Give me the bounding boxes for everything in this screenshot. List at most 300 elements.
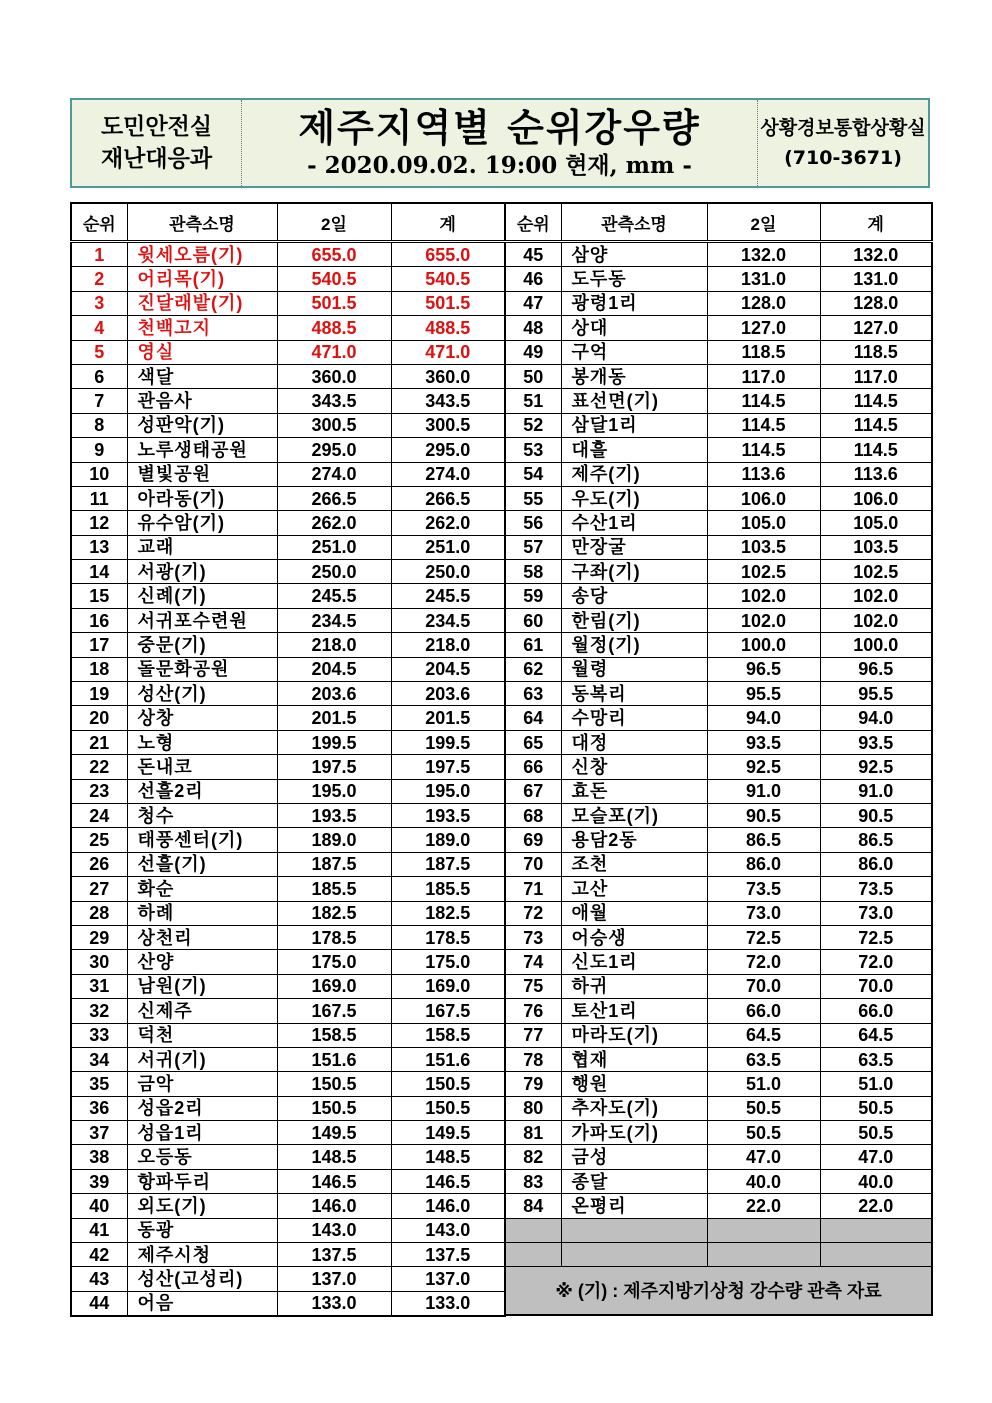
rank-cell: 5 xyxy=(71,340,127,364)
total-cell: 137.0 xyxy=(391,1267,505,1291)
station-cell: 봉개동 xyxy=(561,364,707,388)
total-cell: 72.0 xyxy=(820,950,932,974)
table-row xyxy=(71,877,505,901)
total-cell: 167.5 xyxy=(391,999,505,1023)
station-cell: 노루생태공원 xyxy=(127,438,277,462)
day2-cell: 22.0 xyxy=(707,1194,820,1218)
table-row xyxy=(71,706,505,730)
table-row xyxy=(71,584,505,608)
rank-cell: 56 xyxy=(505,511,561,535)
table-row xyxy=(505,1145,932,1169)
total-cell: 114.5 xyxy=(820,438,932,462)
rank-cell: 34 xyxy=(71,1047,127,1071)
rank-cell: 68 xyxy=(505,803,561,827)
day2-cell: 149.5 xyxy=(277,1121,391,1145)
day2-cell: 40.0 xyxy=(707,1169,820,1193)
col-day2: 2일 xyxy=(277,203,391,242)
total-cell: 300.5 xyxy=(391,413,505,437)
station-cell: 유수암(기) xyxy=(127,511,277,535)
total-cell: 187.5 xyxy=(391,852,505,876)
station-cell: 청수 xyxy=(127,803,277,827)
table-row xyxy=(505,242,932,267)
rank-cell: 83 xyxy=(505,1169,561,1193)
table-row xyxy=(505,462,932,486)
day2-cell: 158.5 xyxy=(277,1023,391,1047)
rank-cell: 46 xyxy=(505,267,561,291)
station-cell: 하귀 xyxy=(561,974,707,998)
rank-cell: 70 xyxy=(505,852,561,876)
total-cell: 195.0 xyxy=(391,779,505,803)
day2-cell: 182.5 xyxy=(277,901,391,925)
total-cell: 128.0 xyxy=(820,291,932,315)
total-cell: 93.5 xyxy=(820,730,932,754)
rank-cell: 16 xyxy=(71,608,127,632)
station-cell: 우도(기) xyxy=(561,486,707,510)
table-row xyxy=(71,316,505,340)
rank-cell: 59 xyxy=(505,584,561,608)
table-row xyxy=(71,1072,505,1096)
rank-cell: 7 xyxy=(71,389,127,413)
station-cell: 토산1리 xyxy=(561,999,707,1023)
total-cell: 189.0 xyxy=(391,828,505,852)
total-cell: 94.0 xyxy=(820,706,932,730)
station-cell: 상천리 xyxy=(127,925,277,949)
total-cell: 70.0 xyxy=(820,974,932,998)
table-row xyxy=(71,1047,505,1071)
total-cell: 488.5 xyxy=(391,316,505,340)
total-cell: 245.5 xyxy=(391,584,505,608)
rank-cell: 27 xyxy=(71,877,127,901)
rank-cell: 28 xyxy=(71,901,127,925)
station-cell: 성산(고성리) xyxy=(127,1267,277,1291)
day2-cell: 488.5 xyxy=(277,316,391,340)
table-row xyxy=(505,999,932,1023)
day2-cell: 251.0 xyxy=(277,535,391,559)
table-row xyxy=(505,1047,932,1071)
contact-phone: (710-3671) xyxy=(784,147,902,169)
day2-cell: 118.5 xyxy=(707,340,820,364)
rank-cell: 38 xyxy=(71,1145,127,1169)
col-total: 계 xyxy=(391,203,505,242)
station-cell: 제주(기) xyxy=(561,462,707,486)
station-cell: 광령1리 xyxy=(561,291,707,315)
station-cell: 만장굴 xyxy=(561,535,707,559)
day2-cell: 113.6 xyxy=(707,462,820,486)
station-cell: 모슬포(기) xyxy=(561,803,707,827)
rank-cell: 23 xyxy=(71,779,127,803)
rank-cell: 10 xyxy=(71,462,127,486)
day2-cell: 73.5 xyxy=(707,877,820,901)
total-cell: 100.0 xyxy=(820,633,932,657)
rainfall-table-right xyxy=(504,202,933,1316)
day2-cell: 150.5 xyxy=(277,1072,391,1096)
rank-cell: 78 xyxy=(505,1047,561,1071)
rank-cell: 66 xyxy=(505,755,561,779)
station-cell: 노형 xyxy=(127,730,277,754)
table-row xyxy=(71,950,505,974)
day2-cell: 131.0 xyxy=(707,267,820,291)
table-row xyxy=(71,511,505,535)
rank-cell: 17 xyxy=(71,633,127,657)
contact-office: 상황경보통합상황실 xyxy=(760,117,926,139)
day2-cell: 146.0 xyxy=(277,1194,391,1218)
total-cell: 102.5 xyxy=(820,560,932,584)
station-cell: 고산 xyxy=(561,877,707,901)
day2-cell: 146.5 xyxy=(277,1169,391,1193)
col-total: 계 xyxy=(820,203,932,242)
total-cell: 251.0 xyxy=(391,535,505,559)
total-cell: 127.0 xyxy=(820,316,932,340)
day2-cell: 70.0 xyxy=(707,974,820,998)
total-cell: 72.5 xyxy=(820,925,932,949)
day2-cell: 471.0 xyxy=(277,340,391,364)
rank-cell: 13 xyxy=(71,535,127,559)
col-station: 관측소명 xyxy=(561,203,707,242)
rank-cell: 6 xyxy=(71,364,127,388)
empty-cell xyxy=(707,1243,820,1267)
table-row xyxy=(505,657,932,681)
total-cell: 197.5 xyxy=(391,755,505,779)
station-cell: 구억 xyxy=(561,340,707,364)
station-cell: 대정 xyxy=(561,730,707,754)
total-cell: 40.0 xyxy=(820,1169,932,1193)
day2-cell: 114.5 xyxy=(707,389,820,413)
total-cell: 118.5 xyxy=(820,340,932,364)
station-cell: 효돈 xyxy=(561,779,707,803)
total-cell: 143.0 xyxy=(391,1218,505,1242)
total-cell: 266.5 xyxy=(391,486,505,510)
rank-cell: 20 xyxy=(71,706,127,730)
day2-cell: 50.5 xyxy=(707,1121,820,1145)
day2-cell: 143.0 xyxy=(277,1218,391,1242)
rank-cell: 45 xyxy=(505,242,561,267)
table-row xyxy=(505,438,932,462)
day2-cell: 266.5 xyxy=(277,486,391,510)
rank-cell: 58 xyxy=(505,560,561,584)
empty-row xyxy=(505,1218,932,1242)
footnote: ※ (기) : 제주지방기상청 강수량 관측 자료 xyxy=(505,1267,932,1316)
empty-cell xyxy=(505,1218,561,1242)
table-row xyxy=(505,291,932,315)
rank-cell: 47 xyxy=(505,291,561,315)
station-cell: 추자도(기) xyxy=(561,1096,707,1120)
table-row xyxy=(505,560,932,584)
station-cell: 선흘2리 xyxy=(127,779,277,803)
total-cell: 51.0 xyxy=(820,1072,932,1096)
station-cell: 관음사 xyxy=(127,389,277,413)
table-row xyxy=(505,925,932,949)
table-row xyxy=(71,682,505,706)
table-row xyxy=(71,1267,505,1291)
total-cell: 262.0 xyxy=(391,511,505,535)
day2-cell: 137.5 xyxy=(277,1243,391,1267)
total-cell: 95.5 xyxy=(820,682,932,706)
table-row xyxy=(71,267,505,291)
station-cell: 신창 xyxy=(561,755,707,779)
total-cell: 66.0 xyxy=(820,999,932,1023)
empty-cell xyxy=(561,1218,707,1242)
day2-cell: 501.5 xyxy=(277,291,391,315)
day2-cell: 63.5 xyxy=(707,1047,820,1071)
day2-cell: 103.5 xyxy=(707,535,820,559)
rank-cell: 67 xyxy=(505,779,561,803)
total-cell: 193.5 xyxy=(391,803,505,827)
table-header-row xyxy=(71,203,505,242)
station-cell: 금성 xyxy=(561,1145,707,1169)
total-cell: 133.0 xyxy=(391,1291,505,1316)
total-cell: 151.6 xyxy=(391,1047,505,1071)
station-cell: 중문(기) xyxy=(127,633,277,657)
total-cell: 150.5 xyxy=(391,1072,505,1096)
day2-cell: 72.5 xyxy=(707,925,820,949)
table-row xyxy=(71,1291,505,1316)
rank-cell: 39 xyxy=(71,1169,127,1193)
table-row xyxy=(71,389,505,413)
table-row xyxy=(505,316,932,340)
empty-cell xyxy=(505,1243,561,1267)
day2-cell: 234.5 xyxy=(277,608,391,632)
station-cell: 산양 xyxy=(127,950,277,974)
total-cell: 102.0 xyxy=(820,608,932,632)
station-cell: 태풍센터(기) xyxy=(127,828,277,852)
day2-cell: 133.0 xyxy=(277,1291,391,1316)
station-cell: 화순 xyxy=(127,877,277,901)
table-row xyxy=(71,291,505,315)
total-cell: 343.5 xyxy=(391,389,505,413)
rank-cell: 36 xyxy=(71,1096,127,1120)
rank-cell: 74 xyxy=(505,950,561,974)
total-cell: 146.0 xyxy=(391,1194,505,1218)
rank-cell: 14 xyxy=(71,560,127,584)
rank-cell: 65 xyxy=(505,730,561,754)
col-rank: 순위 xyxy=(505,203,561,242)
station-cell: 구좌(기) xyxy=(561,560,707,584)
total-cell: 148.5 xyxy=(391,1145,505,1169)
table-row xyxy=(71,364,505,388)
station-cell: 오등동 xyxy=(127,1145,277,1169)
day2-cell: 93.5 xyxy=(707,730,820,754)
station-cell: 덕천 xyxy=(127,1023,277,1047)
rank-cell: 76 xyxy=(505,999,561,1023)
day2-cell: 94.0 xyxy=(707,706,820,730)
table-row xyxy=(71,242,505,267)
day2-cell: 47.0 xyxy=(707,1145,820,1169)
table-row xyxy=(71,803,505,827)
rank-cell: 63 xyxy=(505,682,561,706)
rank-cell: 82 xyxy=(505,1145,561,1169)
station-cell: 조천 xyxy=(561,852,707,876)
rank-cell: 37 xyxy=(71,1121,127,1145)
total-cell: 655.0 xyxy=(391,242,505,267)
total-cell: 63.5 xyxy=(820,1047,932,1071)
rank-cell: 62 xyxy=(505,657,561,681)
rank-cell: 22 xyxy=(71,755,127,779)
day2-cell: 102.0 xyxy=(707,584,820,608)
table-row xyxy=(71,730,505,754)
station-cell: 서귀포수련원 xyxy=(127,608,277,632)
rank-cell: 8 xyxy=(71,413,127,437)
total-cell: 64.5 xyxy=(820,1023,932,1047)
station-cell: 행원 xyxy=(561,1072,707,1096)
station-cell: 제주시청 xyxy=(127,1243,277,1267)
rank-cell: 69 xyxy=(505,828,561,852)
table-row xyxy=(71,1096,505,1120)
table-row xyxy=(505,535,932,559)
title-box xyxy=(242,100,758,186)
table-row xyxy=(71,438,505,462)
station-cell: 동광 xyxy=(127,1218,277,1242)
day2-cell: 204.5 xyxy=(277,657,391,681)
rank-cell: 1 xyxy=(71,242,127,267)
day2-cell: 137.0 xyxy=(277,1267,391,1291)
rank-cell: 32 xyxy=(71,999,127,1023)
station-cell: 하례 xyxy=(127,901,277,925)
table-row xyxy=(505,730,932,754)
table-row xyxy=(505,340,932,364)
total-cell: 47.0 xyxy=(820,1145,932,1169)
total-cell: 92.5 xyxy=(820,755,932,779)
rank-cell: 71 xyxy=(505,877,561,901)
total-cell: 501.5 xyxy=(391,291,505,315)
day2-cell: 73.0 xyxy=(707,901,820,925)
day2-cell: 169.0 xyxy=(277,974,391,998)
station-cell: 마라도(기) xyxy=(561,1023,707,1047)
rank-cell: 55 xyxy=(505,486,561,510)
day2-cell: 90.5 xyxy=(707,803,820,827)
rank-cell: 15 xyxy=(71,584,127,608)
station-cell: 외도(기) xyxy=(127,1194,277,1218)
station-cell: 항파두리 xyxy=(127,1169,277,1193)
day2-cell: 655.0 xyxy=(277,242,391,267)
table-row xyxy=(505,389,932,413)
day2-cell: 185.5 xyxy=(277,877,391,901)
table-row xyxy=(71,901,505,925)
day2-cell: 195.0 xyxy=(277,779,391,803)
day2-cell: 64.5 xyxy=(707,1023,820,1047)
total-cell: 137.5 xyxy=(391,1243,505,1267)
rank-cell: 42 xyxy=(71,1243,127,1267)
table-row xyxy=(71,974,505,998)
station-cell: 돈내코 xyxy=(127,755,277,779)
report-header xyxy=(70,98,930,188)
total-cell: 96.5 xyxy=(820,657,932,681)
table-row xyxy=(505,901,932,925)
station-cell: 교래 xyxy=(127,535,277,559)
total-cell: 50.5 xyxy=(820,1121,932,1145)
table-row xyxy=(71,1121,505,1145)
total-cell: 103.5 xyxy=(820,535,932,559)
day2-cell: 102.5 xyxy=(707,560,820,584)
day2-cell: 72.0 xyxy=(707,950,820,974)
rank-cell: 48 xyxy=(505,316,561,340)
day2-cell: 187.5 xyxy=(277,852,391,876)
empty-row xyxy=(505,1243,932,1267)
empty-cell xyxy=(820,1243,932,1267)
table-row xyxy=(71,535,505,559)
department-line1: 도민안전실 xyxy=(100,114,213,140)
total-cell: 185.5 xyxy=(391,877,505,901)
station-cell: 선흘(기) xyxy=(127,852,277,876)
total-cell: 360.0 xyxy=(391,364,505,388)
day2-cell: 201.5 xyxy=(277,706,391,730)
total-cell: 73.0 xyxy=(820,901,932,925)
department-line2: 재난대응과 xyxy=(100,146,213,172)
rank-cell: 53 xyxy=(505,438,561,462)
empty-cell xyxy=(707,1218,820,1242)
day2-cell: 197.5 xyxy=(277,755,391,779)
page-subtitle: - 2020.09.02. 19:00 현재, mm - xyxy=(307,152,692,179)
day2-cell: 540.5 xyxy=(277,267,391,291)
station-cell: 표선면(기) xyxy=(561,389,707,413)
rank-cell: 80 xyxy=(505,1096,561,1120)
day2-cell: 105.0 xyxy=(707,511,820,535)
total-cell: 132.0 xyxy=(820,242,932,267)
total-cell: 149.5 xyxy=(391,1121,505,1145)
station-cell: 애월 xyxy=(561,901,707,925)
rank-cell: 24 xyxy=(71,803,127,827)
station-cell: 수망리 xyxy=(561,706,707,730)
table-row xyxy=(71,1145,505,1169)
station-cell: 협재 xyxy=(561,1047,707,1071)
day2-cell: 360.0 xyxy=(277,364,391,388)
rank-cell: 9 xyxy=(71,438,127,462)
day2-cell: 92.5 xyxy=(707,755,820,779)
rank-cell: 41 xyxy=(71,1218,127,1242)
rank-cell: 84 xyxy=(505,1194,561,1218)
rank-cell: 50 xyxy=(505,364,561,388)
rank-cell: 72 xyxy=(505,901,561,925)
table-header-row xyxy=(505,203,932,242)
day2-cell: 114.5 xyxy=(707,438,820,462)
station-cell: 상대 xyxy=(561,316,707,340)
total-cell: 146.5 xyxy=(391,1169,505,1193)
station-cell: 상창 xyxy=(127,706,277,730)
station-cell: 온평리 xyxy=(561,1194,707,1218)
day2-cell: 218.0 xyxy=(277,633,391,657)
rank-cell: 3 xyxy=(71,291,127,315)
total-cell: 199.5 xyxy=(391,730,505,754)
day2-cell: 117.0 xyxy=(707,364,820,388)
station-cell: 삼달1리 xyxy=(561,413,707,437)
rank-cell: 26 xyxy=(71,852,127,876)
total-cell: 22.0 xyxy=(820,1194,932,1218)
page-title: 제주지역별 순위강우량 xyxy=(298,106,701,150)
station-cell: 진달래밭(기) xyxy=(127,291,277,315)
rank-cell: 49 xyxy=(505,340,561,364)
day2-cell: 114.5 xyxy=(707,413,820,437)
total-cell: 90.5 xyxy=(820,803,932,827)
table-row xyxy=(71,657,505,681)
rank-cell: 57 xyxy=(505,535,561,559)
total-cell: 203.6 xyxy=(391,682,505,706)
table-row xyxy=(71,1194,505,1218)
day2-cell: 274.0 xyxy=(277,462,391,486)
table-row xyxy=(505,852,932,876)
station-cell: 별빛공원 xyxy=(127,462,277,486)
day2-cell: 150.5 xyxy=(277,1096,391,1120)
day2-cell: 127.0 xyxy=(707,316,820,340)
day2-cell: 178.5 xyxy=(277,925,391,949)
total-cell: 106.0 xyxy=(820,486,932,510)
station-cell: 신제주 xyxy=(127,999,277,1023)
rank-cell: 31 xyxy=(71,974,127,998)
table-row xyxy=(71,560,505,584)
rank-cell: 33 xyxy=(71,1023,127,1047)
total-cell: 91.0 xyxy=(820,779,932,803)
station-cell: 성읍2리 xyxy=(127,1096,277,1120)
total-cell: 86.5 xyxy=(820,828,932,852)
rank-cell: 2 xyxy=(71,267,127,291)
